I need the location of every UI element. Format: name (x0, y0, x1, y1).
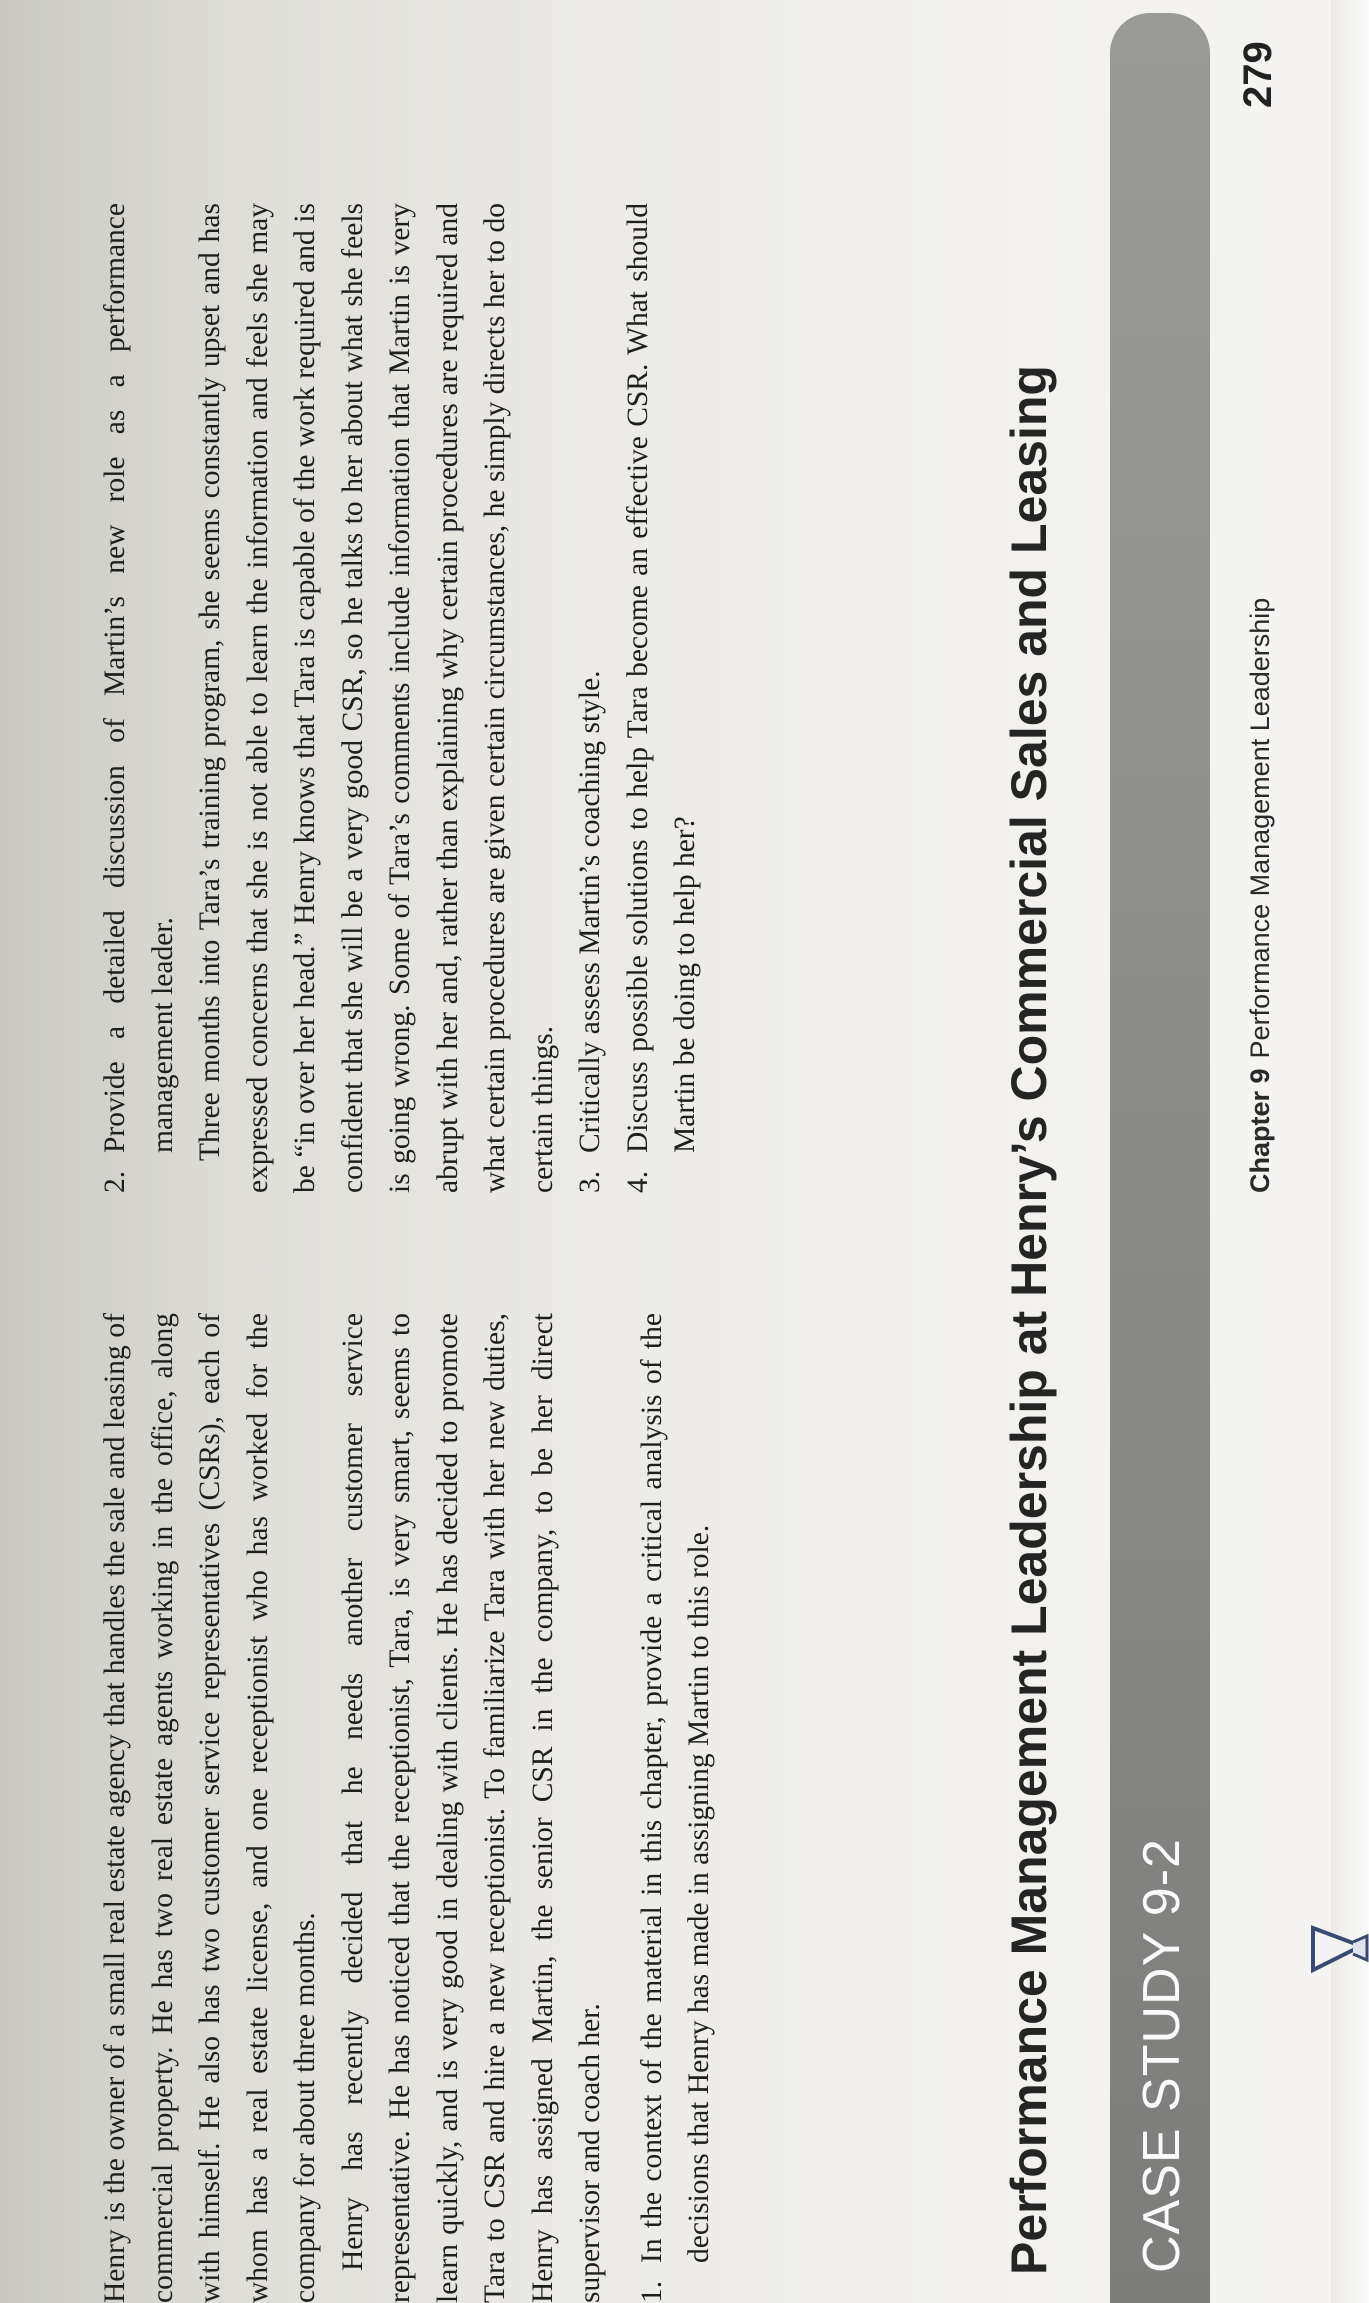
question-number: 1. (635, 2280, 668, 2303)
chapter-label: Chapter 9 (1245, 1068, 1275, 1193)
page-number: 279 (1236, 41, 1280, 108)
paragraph-2: Henry has recently decided that he needs another customer service representative. He has noticed that the receptionist, Tara, is very smart, seems to learn quickly, and is very good in dealing with clients. He has decided to promote Tara to CSR and hire a new receptionist. To familiarize Tara with her new duties, Henry has assigned Martin, the senior CSR in the company, to be her direct supervisor and coach her. (336, 1313, 606, 2303)
case-study-label: CASE STUDY 9-2 (1133, 1838, 1191, 2273)
question-text: Discuss possible solutions to help Tara become an effective CSR. What should Martin be doing to help her? (621, 203, 701, 1153)
question-1 (629, 1313, 724, 2303)
question-number: 4. (621, 1170, 654, 1193)
question-number: 3. (574, 1170, 606, 1193)
question-text: In the context of the material in this chapter, provide a critical analysis of the decisions that Henry has made in assigning Martin to this role. (635, 1313, 715, 2263)
question-text: Provide a detailed discussion of Martin’s new role as a performance management leader. (99, 203, 179, 1153)
right-column (92, 153, 972, 1193)
paragraph-1: Henry is the owner of a small real estate agency that handles the sale and leasing of commercial property. He has two real estate agents working in the office, along with himself. He also has two customer service representatives (CSRs), each of whom has a real estate license, and one receptionist who has worked for the company for about three months. (99, 1313, 321, 2303)
left-column (92, 1263, 972, 2303)
paragraph-3: Three months into Tara’s training program, she seems constantly upset and has expressed concerns that she is not able to learn the information and feels she may be “in over her head.” Henry knows that Tara is capable of the work required and is confident that she will be a very good CSR, so he talks to her about what she feels is going wrong. Some of Tara’s comments include information that Martin is very abrupt with her and, rather than explaining why certain procedures are required and what certain procedures are given certain circumstances, he simply directs her to do certain things. (194, 203, 559, 1193)
part-title: Performance Management Leadership (1245, 597, 1275, 1059)
question-4 (615, 203, 710, 1193)
question-number: 2. (99, 1170, 131, 1193)
question-text: Critically assess Martin’s coaching style. (574, 670, 606, 1153)
running-head (1245, 3, 1295, 1193)
question-3 (567, 203, 615, 1193)
case-title: Performance Management Leadership at Henry’s Commercial Sales and Leasing (1001, 365, 1057, 2275)
question-2 (92, 203, 187, 1193)
case-study-banner (1110, 13, 1210, 2303)
